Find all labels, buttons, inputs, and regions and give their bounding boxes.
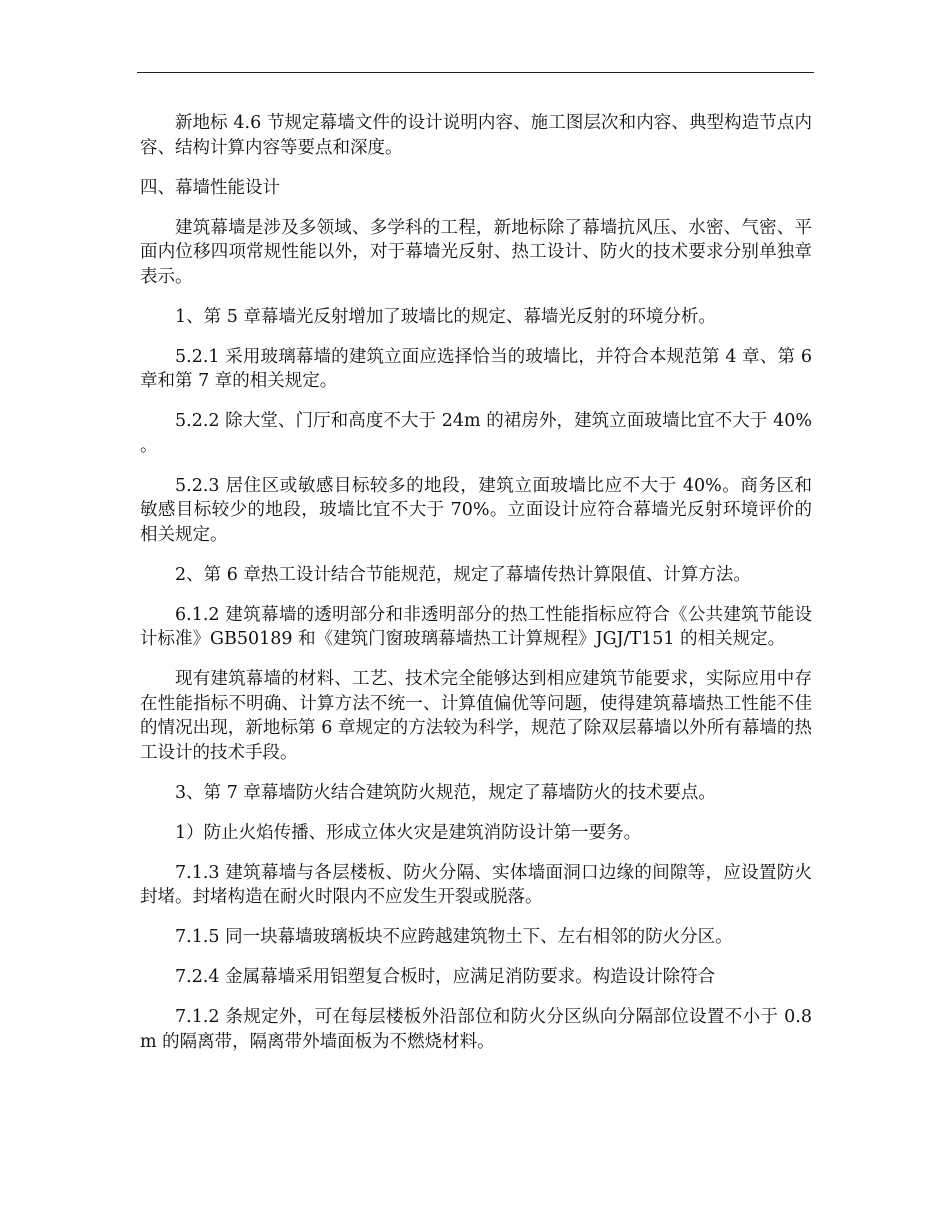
paragraph: 7.2.4 金属幕墙采用铝塑复合板时，应满足消防要求。构造设计除符合 [175, 967, 716, 987]
section-heading: 四、幕墙性能设计 [140, 177, 280, 198]
paragraph: 新地标 4.6 节规定幕墙文件的设计说明内容、施工图层次和内容、典型构造节点内容、结构计算内容等要点和深度。 [140, 113, 812, 158]
paragraph: 3、第 7 章幕墙防火结合建筑防火规范，规定了幕墙防火的技术要点。 [175, 782, 716, 803]
paragraph: 7.1.2 条规定外，可在每层楼板外沿部位和防火分区纵向分隔部位设置不小于 0.8m 的隔离带，隔离带外墙面板为不燃烧材料。 [140, 1007, 812, 1052]
paragraph: 1、第 5 章幕墙光反射增加了玻墙比的规定、幕墙光反射的环境分析。 [175, 306, 716, 327]
paragraph: 5.2.3 居住区或敏感目标较多的地段，建筑立面玻墙比应不大于 40%。商务区和敏感目标较少的地段，玻墙比宜不大于 70%。立面设计应符合幕墙光反射环境评价的相关规定。 [140, 475, 812, 545]
paragraph: 7.1.5 同一块幕墙玻璃板块不应跨越建筑物土下、左右相邻的防火分区。 [175, 927, 733, 947]
header-rule [137, 72, 814, 73]
document-body [140, 111, 812, 1070]
paragraph: 建筑幕墙是涉及多领域、多学科的工程，新地标除了幕墙抗风压、水密、气密、平面内位移四项常规性能以外，对于幕墙光反射、热工设计、防火的技术要求分别单独章表示。 [140, 217, 812, 287]
paragraph: 5.2.2 除大堂、门厅和高度不大于 24m 的裙房外，建筑立面玻墙比宜不大于 40% 。 [140, 411, 812, 456]
paragraph: 1）防止火焰传播、形成立体火灾是建筑消防设计第一要务。 [175, 822, 642, 843]
paragraph: 现有建筑幕墙的材料、工艺、技术完全能够达到相应建筑节能要求，实际应用中存在性能指标不明确、计算方法不统一、计算值偏优等问题，使得建筑幕墙热工性能不佳的情况出现，新地标第 6 章规定的方法较为科学，规范了除双层幕墙以外所有幕墙的热工设计的技术手段。 [140, 669, 812, 763]
paragraph: 6.1.2 建筑幕墙的透明部分和非透明部分的热工性能指标应符合《公共建筑节能设计标准》GB50189 和《建筑门窗玻璃幕墙热工计算规程》JGJ/T151 的相关规定。 [140, 604, 812, 649]
paragraph: 5.2.1 采用玻璃幕墙的建筑立面应选择恰当的玻墙比，并符合本规范第 4 章、第 6 章和第 7 章的相关规定。 [140, 346, 812, 391]
paragraph: 7.1.3 建筑幕墙与各层楼板、防火分隔、实体墙面洞口边缘的间隙等，应设置防火封堵。封堵构造在耐火时限内不应发生开裂或脱落。 [140, 862, 812, 907]
paragraph: 2、第 6 章热工设计结合节能规范，规定了幕墙传热计算限值、计算方法。 [175, 564, 751, 585]
